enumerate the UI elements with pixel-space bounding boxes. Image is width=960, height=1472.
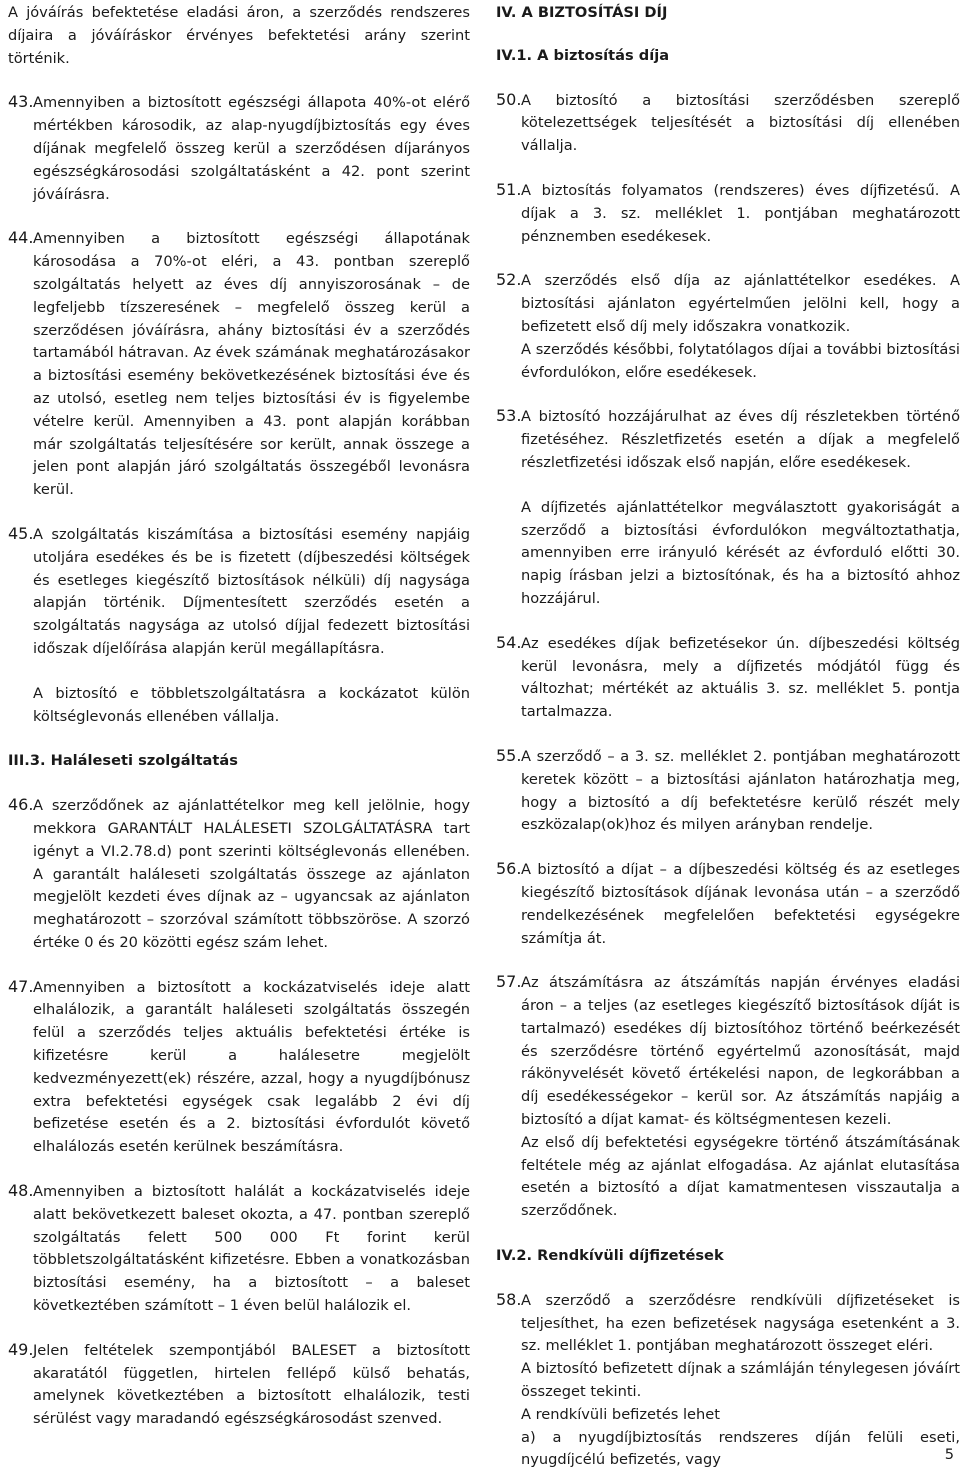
section-48 bbox=[8, 1181, 470, 1318]
section-text: Amennyiben a biztosított a kockázatviselés ideje alatt elhalálozik, a garantált haláleseti szolgáltatás összegén felül a szerződés teljes aktuális befektetési értéke is kifizetésre kerül a halálesetre megjelölt kedvezményezett(ek) részére, azzal, hogy a nyugdíjbónusz extra befektetési egységek csak legalább 2 évi díj befizetése esetén és a 2. biztosítási évfordulót követő elhalálozás esetén kerülnek beszámításra. bbox=[33, 978, 470, 1156]
section-text: A szerződés első díja az ajánlattételkor esedékes. A biztosítási ajánlaton egyértelműen jelölni kell, hogy a befizetett első díj mely időszakra vonatkozik. bbox=[521, 272, 960, 335]
section-text: Amennyiben a biztosított egészségi állapotának károsodása a 70%-ot eléri, a 43. pontban szereplő szolgáltatás helyett az éves díj annyiszorosának – de legfeljebb tízszeresének – megfelelő összeg kerül a szerződésen jóváírásra, ahány biztosítási év a szerződés tartamából hátravan. Az évek számának meghatározásakor a biztosítási esemény bekövetkezésének biztosítási éve és az utolsó, esetleg nem teljes biztosítási év is figyelembe vételre kerül. Amennyiben a 43. pont alapján korábban már szolgáltatás teljesítésére sor került, annak összege a jelen pont alapján járó szolgáltatás összegéből levonásra kerül. bbox=[33, 230, 470, 499]
section-text: A szerződő a szerződésre rendkívüli díjfizetéseket is teljesíthet, ha ezen befizetések nagysága esetenként a 3. sz. melléklet 1. pontjában meghatározott összeget eléri. bbox=[521, 1291, 960, 1355]
section-number: 45. bbox=[8, 523, 34, 543]
heading-biztositas-dija: IV.1. A biztosítás díja bbox=[496, 46, 670, 64]
section-text-2: Az első díj befektetési egységekre történő átszámításának feltétele még az ajánlat elfogadása. Az ajánlat elutasítása esetén a biztosító a díjat kamatmentesen visszautalja a szerződőnek. bbox=[521, 1133, 960, 1220]
section-43 bbox=[8, 92, 470, 206]
section-text-3: A rendkívüli befizetés lehet bbox=[521, 1405, 720, 1423]
section-text-4: a) a nyugdíjbiztosítás rendszeres díján felüli eseti, nyugdíjcélú befizetés, vagy bbox=[521, 1428, 960, 1469]
section-number: 50. bbox=[496, 89, 522, 109]
page-number: 5 bbox=[944, 1446, 954, 1463]
section-57 bbox=[496, 972, 960, 1223]
section-text: Az átszámításra az átszámítás napján érvényes eladási áron – a teljes (az esetleges kiegészítő biztosítások díját is tartalmazó) esedékes díj biztosítóhoz történő beérkezését és szerződésre történő egyértelmű azonosítását, majd rákönyvelését követő értékelési napon, de legkorábban a díj esedékességekor – kerül sor. Az átszámítás napjáig a biztosító a díjat kamat- és költségmentesen kezeli. bbox=[521, 974, 960, 1129]
section-number: 55. bbox=[496, 745, 522, 765]
right-column bbox=[496, 2, 960, 1472]
section-45 bbox=[8, 524, 470, 728]
section-text-2: A biztosító befizetett díjnak a számláján ténylegesen jóváírt összeget tekinti. bbox=[521, 1360, 960, 1401]
heading-biztositasi-dij: IV. A BIZTOSÍTÁSI DÍJ bbox=[496, 4, 668, 21]
section-text-2: A díjfizetés ajánlattételkor megválasztott gyakoriságát a szerződő a biztosítási évfordulókon megváltoztathatja, amennyiben erre irányuló kérését az évforduló előtti 30. napig írásban jelzi a biztosítónak, és ha a biztosító ahhoz hozzájárul. bbox=[521, 498, 960, 607]
section-text-2: A biztosító e többletszolgáltatásra a kockázatot külön költséglevonás ellenében vállalja. bbox=[33, 684, 470, 725]
section-text: A szolgáltatás kiszámítása a biztosítási esemény napjáig utoljára esedékes és be is fizetett (díjbeszedési költségek és esetleges kiegészítő biztosítások nélküli) díj nagysága alapján történik. Díjmentesített szerződés esetén a szolgáltatás nagysága az utolsó díjjal fedezett biztosítási időszak díjelőírása alapján kerül megállapításra. bbox=[33, 525, 470, 657]
section-number: 56. bbox=[496, 859, 522, 879]
heading-rendkivuli: IV.2. Rendkívüli díjfizetések bbox=[496, 1247, 724, 1265]
section-number: 54. bbox=[496, 632, 522, 652]
intro-paragraph: A jóváírás befektetése eladási áron, a szerződés rendszeres díjaira a jóváíráskor érvényes befektetési arány szerint történik. bbox=[8, 4, 470, 67]
section-56 bbox=[496, 859, 960, 950]
left-column bbox=[8, 2, 470, 1431]
section-text: Az esedékes díjak befizetésekor ún. díjbeszedési költség kerül levonásra, mely a díjfizetés módjától függ és változhat; mértékét az aktuális 3. sz. melléklet 5. pontja tartalmazza. bbox=[521, 634, 960, 721]
section-number: 57. bbox=[496, 972, 522, 992]
section-51 bbox=[496, 180, 960, 248]
section-number: 51. bbox=[496, 179, 522, 199]
section-number: 52. bbox=[496, 270, 522, 290]
section-number: 53. bbox=[496, 406, 522, 426]
section-text: Jelen feltételek szempontjából BALESET a biztosított akaratától független, hirtelen fellépő külső behatás, amelynek következtében a biztosított elhalálozik, testi sérülést vagy maradandó egészségkárosodást szenved. bbox=[33, 1341, 470, 1428]
section-55 bbox=[496, 746, 960, 837]
section-text: A biztosító hozzájárulhat az éves díj részletekben történő fizetéséhez. Részletfizetés esetén a díjak a megfelelő részletfizetési időszak első napján, előre esedékesek. bbox=[521, 408, 960, 471]
section-44 bbox=[8, 228, 470, 502]
section-number: 58. bbox=[496, 1289, 522, 1309]
section-52 bbox=[496, 270, 960, 384]
section-53 bbox=[496, 406, 960, 610]
section-text: A szerződőnek az ajánlattételkor meg kell jelölnie, hogy mekkora GARANTÁLT HALÁLESETI SZOLGÁLTATÁSRA tart igényt a VI.2.78.d) pont szerinti költséglevonás ellenében. A garantált haláleseti szolgáltatás összege az ajánlaton megjelölt kezdeti éves díjnak az – ugyancsak az ajánlaton meghatározott – szorzóval számított többszöröse. A szorzó értéke 0 és 20 közötti egész szám lehet. bbox=[33, 797, 470, 951]
section-text: Amennyiben a biztosított egészségi állapota 40%-ot elérő mértékben károsodik, az alap-nyugdíjbiztosítás egy éves díjának megfelelő összeg kerül a szerződésen díjarányos egészségkárosodási szolgáltatásként a 42. pont szerint jóváírásra. bbox=[33, 94, 470, 203]
section-49 bbox=[8, 1340, 470, 1431]
section-text: Amennyiben a biztosított halálát a kockázatviselés ideje alatt bekövetkezett baleset okozta, a 47. pontban szereplő szolgáltatás felett 500 000 Ft forint kerül többletszolgáltatásként kifizetésre. Ebben a vonatkozásban biztosítási esemény, ha a biztosított – a baleset következtében számított – 1 éven belül halálozik el. bbox=[33, 1183, 470, 1315]
section-text: A biztosító a biztosítási szerződésben szereplő kötelezettségek teljesítését a biztosítási díj ellenében vállalja. bbox=[521, 91, 960, 155]
section-58 bbox=[496, 1290, 960, 1472]
section-46 bbox=[8, 795, 470, 955]
section-number: 44. bbox=[8, 228, 34, 248]
section-47 bbox=[8, 977, 470, 1159]
section-number: 43. bbox=[8, 92, 34, 112]
section-text: A biztosító a díjat – a díjbeszedési költség és az esetleges kiegészítő biztosítások díjának levonása után – a szerződő rendelkezésének megfelelően befektetési egységekre számítja át. bbox=[521, 861, 960, 947]
section-number: 49. bbox=[8, 1339, 34, 1359]
section-54 bbox=[496, 633, 960, 724]
heading-halaleseti: III.3. Haláleseti szolgáltatás bbox=[8, 752, 238, 770]
section-number: 47. bbox=[8, 976, 34, 996]
section-number: 48. bbox=[8, 1181, 34, 1201]
section-text: A biztosítás folyamatos (rendszeres) éves díjfizetésű. A díjak a 3. sz. melléklet 1. pontjában meghatározott pénznemben esedékesek. bbox=[521, 181, 960, 245]
section-text: A szerződő – a 3. sz. melléklet 2. pontjában meghatározott keretek között – a biztosítási ajánlaton határozhatja meg, hogy a biztosító a díj befektetésre kerülő részét mely eszközalap(ok)hoz és milyen arányban rendelje. bbox=[521, 747, 960, 834]
section-number: 46. bbox=[8, 795, 34, 815]
section-50 bbox=[496, 90, 960, 158]
section-text-2: A szerződés későbbi, folytatólagos díjai a további biztosítási évfordulókon, előre esedékesek. bbox=[521, 340, 960, 381]
